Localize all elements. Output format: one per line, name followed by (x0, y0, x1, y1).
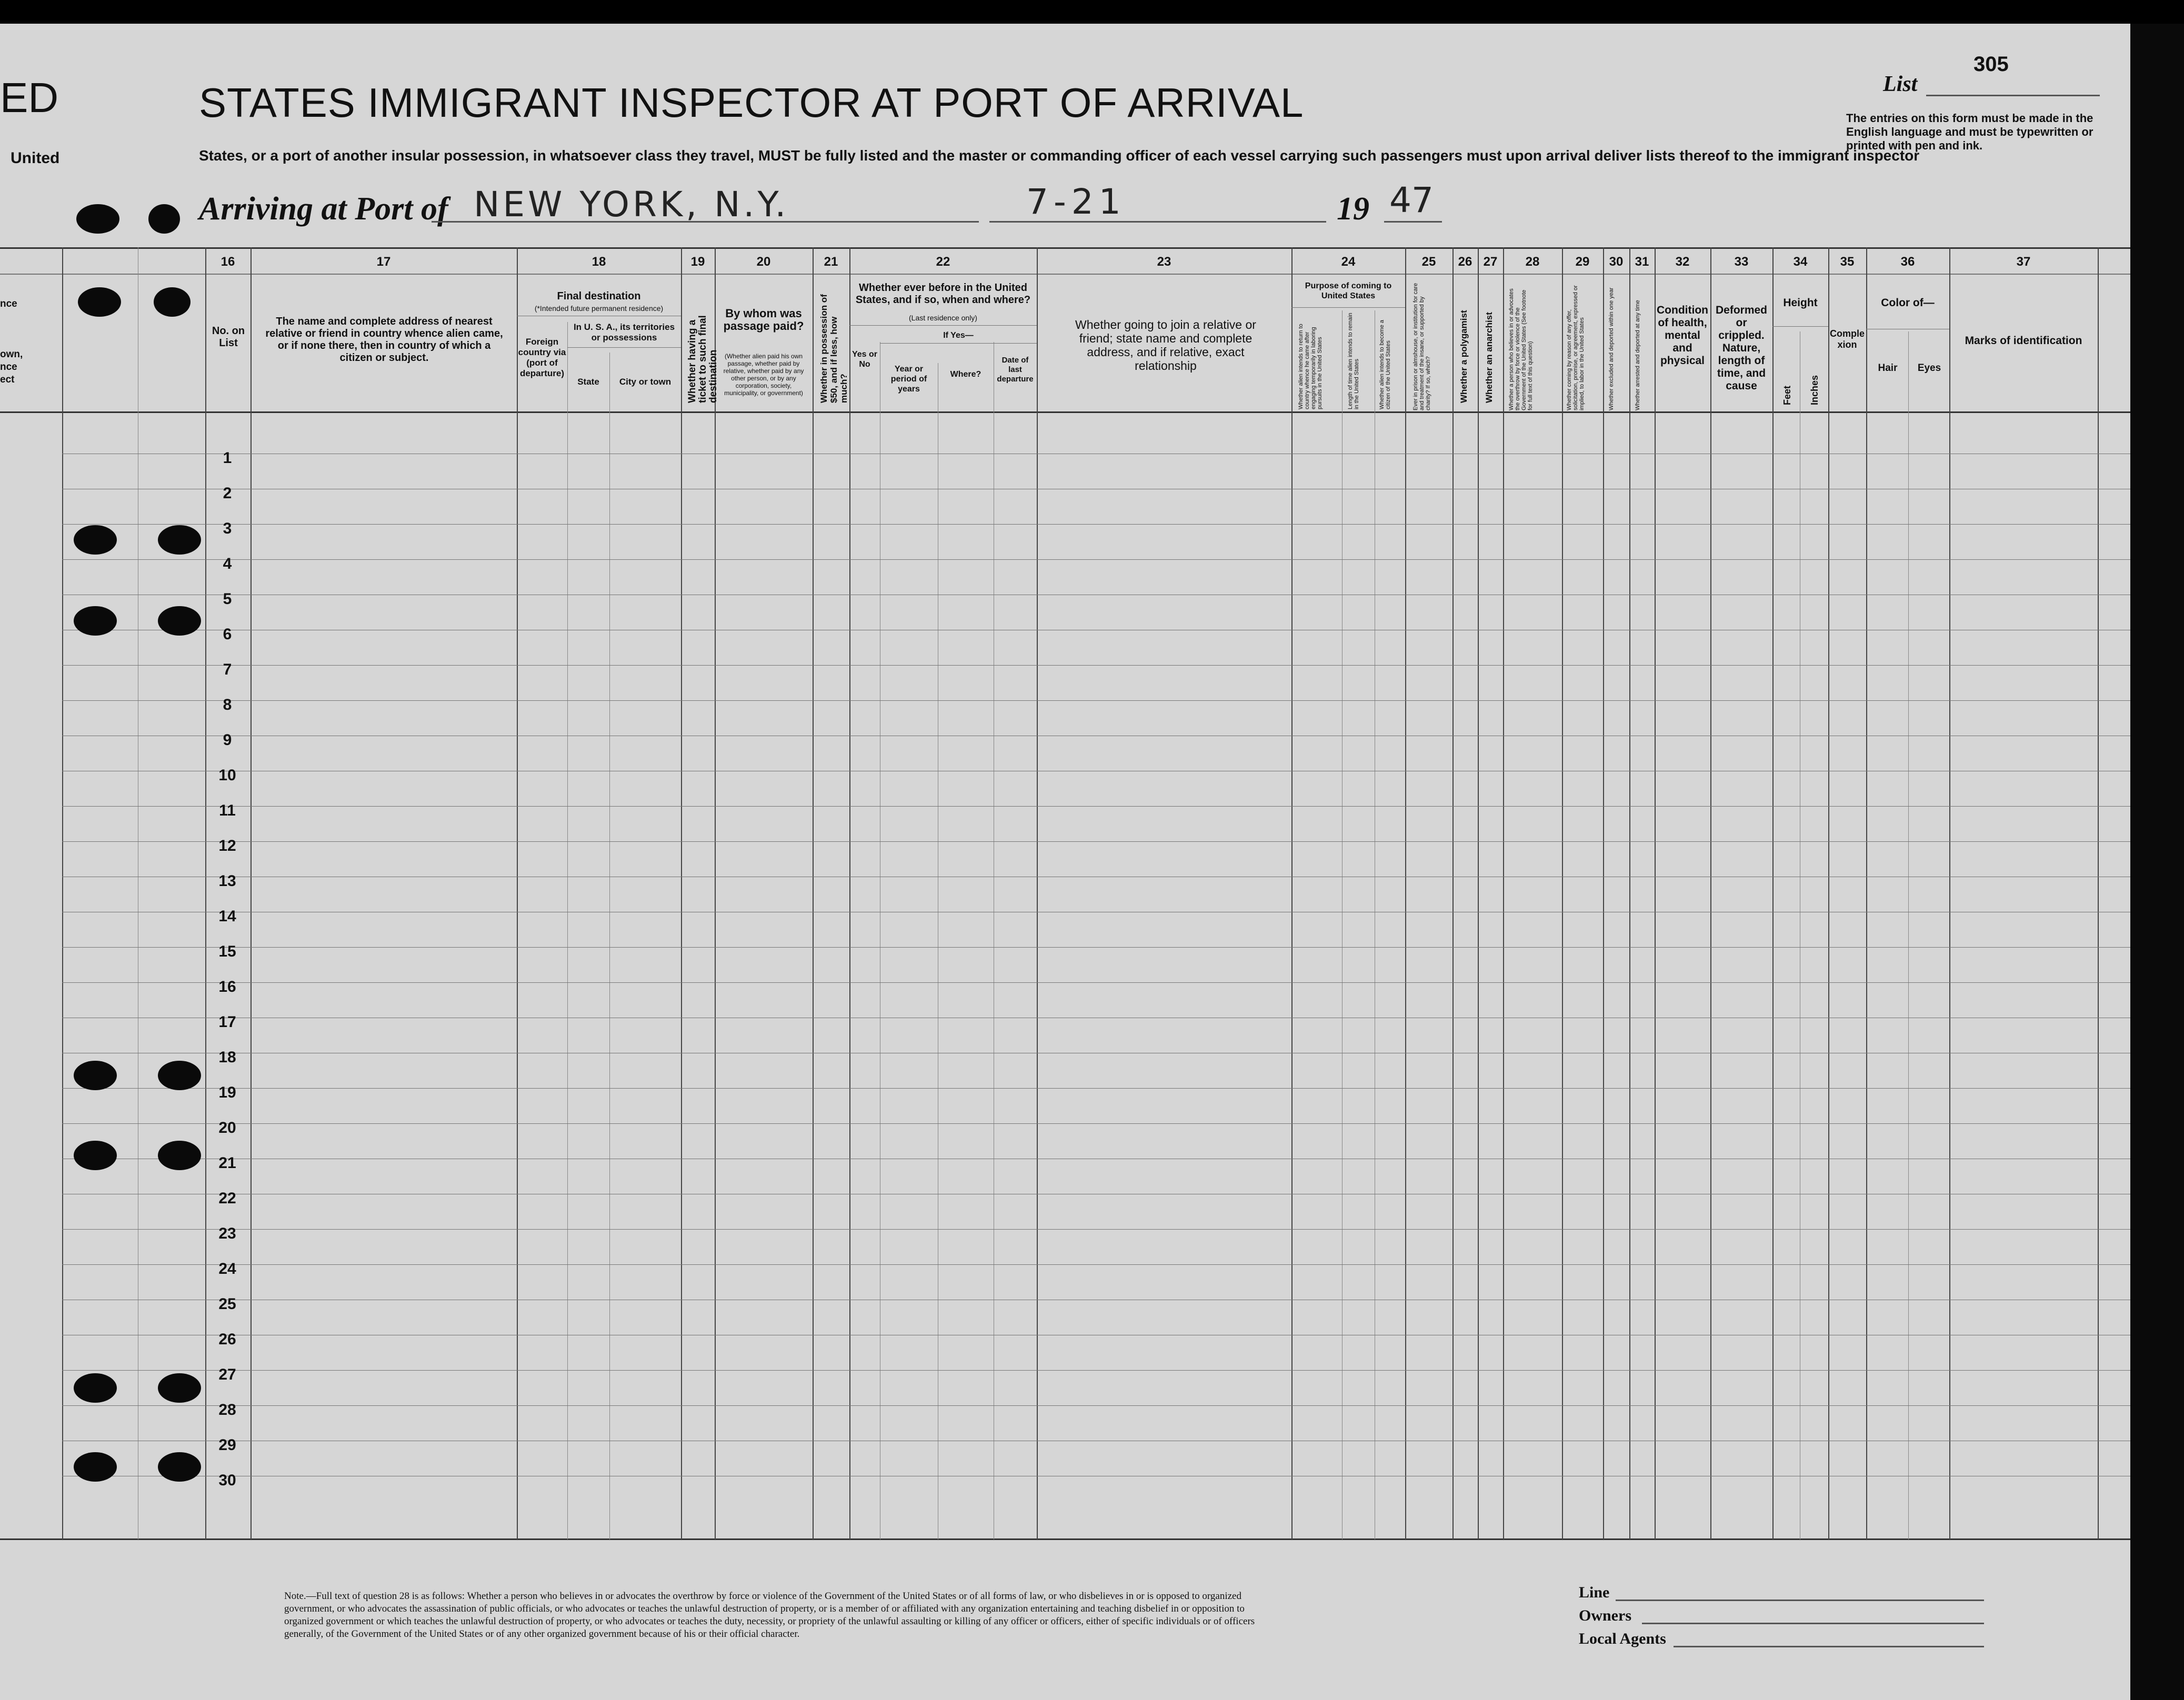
row-number: 20 (218, 1119, 236, 1136)
grid-top-rule (0, 247, 2130, 249)
header-hair: Hair (1878, 363, 1898, 374)
rule (1710, 247, 1711, 1540)
header-purpose-length: Length of time alien intends to remain in the United States (1347, 313, 1360, 409)
header-overthrow: Whether a person who believes in or advocates the overthrow by force or violence of the Government of the United States (See footnote for full text of this question) (1508, 288, 1534, 410)
header-inches: Inches (1809, 375, 1820, 405)
column-number: 25 (1421, 255, 1436, 269)
header-nearest-relative: The name and complete address of nearest relative or friend in country whence alien came, or if none there, then in country of which a citizen or subject. (265, 316, 503, 364)
column-number: 20 (756, 255, 771, 269)
rule (1949, 247, 1950, 1540)
row-rule (62, 806, 2130, 807)
rule (813, 247, 814, 1540)
list-label: List (1883, 72, 1918, 96)
rule (517, 247, 518, 1540)
row-number: 14 (218, 908, 236, 925)
rule (567, 347, 681, 348)
port-value: NEW YORK, N.Y. (474, 184, 789, 225)
row-number: 22 (218, 1190, 236, 1207)
row-number: 9 (223, 731, 232, 749)
line-label: Line (1579, 1584, 1610, 1601)
punch-hole (78, 287, 121, 317)
header-city: City or town (619, 377, 672, 387)
header-purpose-citizen: Whether alien intends to become a citizen of the United States (1379, 320, 1391, 409)
local-agents-label: Local Agents (1579, 1630, 1666, 1647)
punch-hole (74, 525, 117, 555)
rule (1342, 310, 1343, 1540)
row-rule (62, 1229, 2130, 1230)
rule (1562, 247, 1563, 1540)
scan-top-border (0, 0, 2184, 24)
column-number: 19 (690, 255, 705, 269)
row-number: 25 (218, 1295, 236, 1313)
row-rule (62, 700, 2130, 701)
punch-hole (74, 1141, 117, 1170)
row-number: 7 (223, 661, 232, 678)
entries-note: The entries on this form must be made in the English language and must be typewritten or printed with pen and ink. (1846, 112, 2093, 152)
rule (1655, 247, 1656, 1540)
punch-hole (158, 1141, 201, 1170)
rule (1828, 247, 1829, 1540)
header-deformed: Deformed or crippled. Nature, length of time, and cause (1715, 304, 1768, 392)
header-in-usa: In U. S. A., its territories or possessions (573, 322, 675, 343)
punch-hole (74, 1373, 117, 1403)
rule (2098, 247, 2099, 1540)
header-marks: Marks of identification (1965, 335, 2082, 347)
header-last-departure: Date of last departure (997, 356, 1034, 384)
header-purpose: Purpose of coming to United States (1305, 281, 1392, 300)
row-number: 26 (218, 1331, 236, 1348)
header-color-of: Color of— (1881, 297, 1935, 309)
punch-hole (74, 1452, 117, 1482)
column-number: 32 (1675, 255, 1690, 269)
rule (1405, 247, 1406, 1540)
left-fragment: nce (0, 298, 17, 309)
punch-hole (74, 606, 117, 636)
row-number: 27 (218, 1366, 236, 1383)
rule (880, 343, 1037, 344)
column-number: 29 (1575, 255, 1590, 269)
row-number: 2 (223, 485, 232, 502)
rule (1629, 247, 1630, 1540)
header-no-on-list: No. on List (212, 325, 245, 349)
row-rule (62, 947, 2130, 948)
local-agents-underline (1674, 1646, 1984, 1647)
scan-right-border (2130, 24, 2184, 1700)
rule (1291, 247, 1293, 1540)
row-number: 28 (218, 1401, 236, 1419)
row-number: 6 (223, 626, 232, 643)
row-number: 12 (218, 837, 236, 854)
title-fragment-left: ED (0, 74, 59, 121)
row-number: 5 (223, 590, 232, 608)
row-rule (62, 1264, 2130, 1265)
punch-hole (158, 1061, 201, 1090)
column-number: 16 (221, 255, 235, 269)
column-number: 37 (2016, 255, 2031, 269)
rule (681, 247, 682, 1540)
header-complexion: Complexion (1829, 328, 1865, 350)
header-ever-before-sub: (Last residence only) (909, 314, 977, 322)
row-number: 15 (218, 943, 236, 960)
owners-label: Owners (1579, 1607, 1631, 1624)
punch-hole (74, 1061, 117, 1090)
column-number: 22 (936, 255, 950, 269)
row-rule (62, 1405, 2130, 1406)
row-rule (62, 1370, 2130, 1371)
rule (1291, 307, 1405, 308)
list-number: 305 (1973, 53, 2009, 76)
left-fragment: nce (0, 361, 17, 373)
rule (1866, 247, 1867, 1540)
header-foreign-country: Foreign country via (port of departure) (518, 337, 566, 378)
header-final-destination: Final destination (557, 290, 641, 302)
row-number: 16 (218, 978, 236, 995)
left-fragment: ect (0, 374, 15, 385)
grid-bottom-rule (0, 1538, 2130, 1540)
column-number: 30 (1609, 255, 1624, 269)
column-number: 17 (376, 255, 391, 269)
row-rule (62, 665, 2130, 666)
rule (609, 353, 610, 1540)
header-polygamist: Whether a polygamist (1459, 310, 1469, 403)
punch-hole (148, 204, 180, 234)
row-rule (62, 524, 2130, 525)
header-join-relative: Whether going to join a relative or friend; state name and complete address, and if relative, exact relationship (1075, 318, 1256, 373)
row-number: 17 (218, 1013, 236, 1031)
row-number: 18 (218, 1049, 236, 1066)
rule (567, 322, 568, 1540)
column-number: 26 (1458, 255, 1472, 269)
header-purpose-return: Whether alien intends to return to country whence he came after engaging temporarily in laboring pursuits in the United States (1298, 324, 1323, 409)
column-number: 24 (1341, 255, 1356, 269)
header-passage-paid: By whom was passage paid? (723, 307, 804, 333)
column-number: 31 (1635, 255, 1649, 269)
rule (715, 247, 716, 1540)
rule (1478, 247, 1479, 1540)
header-feet: Feet (1782, 385, 1792, 405)
line-underline (1616, 1600, 1984, 1601)
column-number: 23 (1157, 255, 1171, 269)
row-number: 8 (223, 696, 232, 713)
footnote-question-28: Note.—Full text of question 28 is as follows: Whether a person who believes in or advocates the overthrow by force or violence of the Government of the United States or of all forms of law, or who disbelieves in or is opposed to organized government, or who advocates the assassination of public officials, or who advocates or teaches the unlawful destruction of property, or is a member of or affiliated with any organization entertaining and teaching disbelief in or opposition to organized government or which teaches the unlawful destruction of property, or who advocates or teaches the duty, necessity, or propriety of the unlawful assaulting or killing of any officer or officers, either of specific individuals or of officers generally, of the Government of the United States or of any other organized government because of his or their official character. (284, 1591, 1255, 1639)
year-prefix: 19 (1337, 191, 1369, 227)
date-value: 7-21 (1026, 182, 1126, 222)
header-arrested: Whether arrested and deported at any time (1635, 300, 1641, 410)
rule (849, 247, 850, 1540)
header-health: Condition of health, mental and physical (1657, 304, 1708, 367)
arriving-label: Arriving at Port of (199, 191, 448, 227)
punch-hole (158, 525, 201, 555)
column-number: 34 (1793, 255, 1808, 269)
page-subtitle: States, or a port of another insular possession, in whatsoever class they travel, MUST be fully listed and the master or commanding officer of each vessel carrying such passengers must upon arrival deliver lists thereof to the immigrant inspector (199, 147, 1920, 164)
column-number: 33 (1734, 255, 1749, 269)
rule (1772, 326, 1828, 327)
row-number: 24 (218, 1260, 236, 1277)
left-fragment: own, (0, 349, 23, 360)
row-number: 13 (218, 872, 236, 890)
row-rule (62, 559, 2130, 560)
rule (849, 325, 1037, 326)
row-rule (62, 1123, 2130, 1124)
row-number: 23 (218, 1225, 236, 1242)
rule (1603, 247, 1604, 1540)
row-number: 30 (218, 1472, 236, 1489)
rule (1503, 247, 1504, 1540)
header-prison: Ever in prison or almshouse, or institution for care and treatment of the insane, or supported by charity? If so, which? (1412, 283, 1431, 410)
column-number: 35 (1840, 255, 1855, 269)
header-state: State (577, 377, 599, 387)
rule (1772, 247, 1774, 1540)
row-number: 29 (218, 1436, 236, 1454)
manifest-sheet (0, 24, 2184, 1700)
row-rule (62, 841, 2130, 842)
list-underline (1926, 95, 2100, 96)
year-underline (1384, 221, 1442, 223)
row-number: 4 (223, 555, 232, 572)
column-number: 28 (1525, 255, 1540, 269)
header-fifty-dollars: Whether in possession of $50, and if less, how much? (819, 294, 849, 403)
header-offer-labor: Whether coming by reason of any offer, solicitation, promise, or agreement, expressed or implied, to labor in the United States (1566, 285, 1585, 410)
column-number: 36 (1900, 255, 1915, 269)
header-yes-no: Yes or No (851, 350, 878, 369)
row-number: 3 (223, 520, 232, 537)
page-title: STATES IMMIGRANT INSPECTOR AT PORT OF ARRIVAL (199, 79, 1304, 126)
year-value: 47 (1389, 180, 1434, 220)
row-rule (62, 1088, 2130, 1089)
rule (1452, 247, 1454, 1540)
header-final-destination-sub: (*Intended future permanent residence) (534, 304, 664, 313)
punch-hole (154, 287, 191, 317)
row-number: 19 (218, 1084, 236, 1101)
column-number: 21 (824, 255, 838, 269)
header-ever-before: Whether ever before in the United States, and if so, when and where? (855, 282, 1031, 306)
column-number: 27 (1483, 255, 1498, 269)
column-number: 18 (592, 255, 606, 269)
punch-hole (76, 204, 119, 234)
header-eyes: Eyes (1917, 363, 1941, 374)
header-anarchist: Whether an anarchist (1484, 312, 1494, 403)
header-passage-paid-sub: (Whether alien paid his own passage, whether paid by relative, whether paid by any other person, or by any corporation, society, municipality, or government) (723, 353, 804, 397)
punch-hole (158, 606, 201, 636)
punch-hole (158, 1373, 201, 1403)
row-number: 10 (218, 767, 236, 784)
header-where: Where? (950, 370, 981, 379)
subtitle-fragment-left: United (11, 149, 60, 167)
header-ticket: Whether having a ticket to such final destination (687, 315, 719, 403)
owners-underline (1642, 1623, 1984, 1624)
row-rule (62, 982, 2130, 983)
row-number: 21 (218, 1154, 236, 1172)
header-height: Height (1783, 297, 1818, 309)
punch-hole (158, 1452, 201, 1482)
rule (1037, 247, 1038, 1540)
grid-header-rule (0, 411, 2130, 413)
header-excluded: Whether excluded and deported within one year (1608, 287, 1615, 410)
rule (251, 247, 252, 1540)
header-year-period: Year or period of years (890, 365, 927, 394)
rule (1908, 331, 1909, 1540)
header-if-yes: If Yes— (943, 331, 974, 340)
row-number: 1 (223, 449, 232, 467)
grid-colnum-rule (0, 274, 2130, 275)
row-number: 11 (219, 802, 236, 819)
rule (62, 247, 63, 1540)
